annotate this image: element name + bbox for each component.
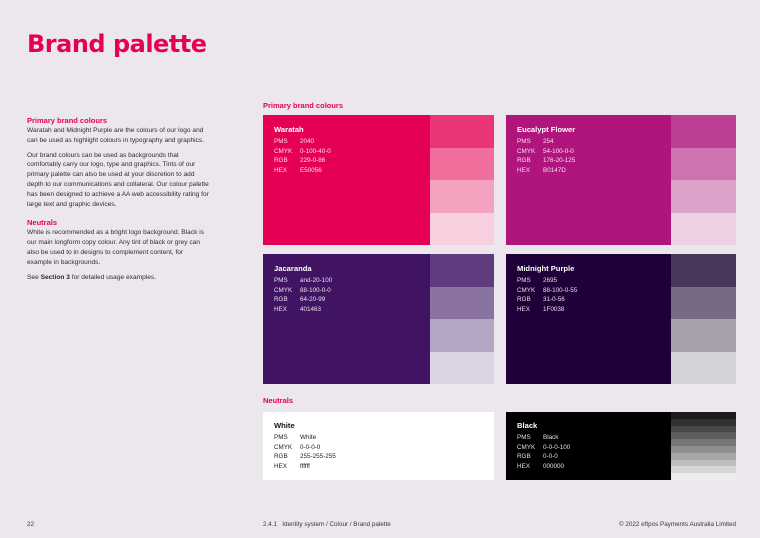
primary-colours-label: Primary brand colours <box>263 101 344 110</box>
brand-colours-paragraph: Our brand colours can be used as backgrounds that comfortably carry our logo, type and graphics. Tints of our primary palette can also be used at your discretion to add depth to our communications and collateral. Our colour palette has been designed to achieve a AA web accessibility rating for large text and graphic devices. <box>27 151 209 208</box>
pms-value: Black <box>543 434 559 441</box>
page-number: 22 <box>27 521 35 528</box>
tint-swatch <box>671 466 736 473</box>
swatch-eucalypt-flower <box>506 115 736 245</box>
colour-name: Midnight Purple <box>517 264 575 273</box>
swatch-jacaranda <box>263 254 494 384</box>
tint-swatch <box>671 412 736 419</box>
tint-swatch <box>671 352 736 385</box>
tint-swatch <box>671 426 736 433</box>
colour-spec <box>274 264 332 314</box>
pms-value: and-20-100 <box>300 277 333 284</box>
footer-breadcrumb <box>263 521 391 528</box>
tint-swatch <box>671 419 736 426</box>
tint-column <box>671 115 736 245</box>
primary-colours-paragraph: Waratah and Midnight Purple are the colours of our logo and can be used as highlight colours in typography and graphics. <box>27 127 205 144</box>
tint-swatch <box>430 352 494 385</box>
hex-value: 1F0038 <box>543 305 565 313</box>
tint-swatch <box>430 287 494 320</box>
neutrals-heading: Neutrals <box>27 218 58 228</box>
tint-swatch <box>671 432 736 439</box>
pms-value: White <box>300 434 317 441</box>
tint-swatch <box>671 180 736 213</box>
tint-swatch <box>430 254 494 287</box>
rgb-value: 31-0-56 <box>543 296 565 304</box>
hex-key: HEX <box>274 166 287 174</box>
tint-column <box>671 254 736 384</box>
rgb-value: 64-20-99 <box>300 296 326 304</box>
hex-key: HEX <box>517 305 530 313</box>
hex-value: 000000 <box>543 462 565 470</box>
pms-key: PMS <box>517 277 531 284</box>
rgb-value: 229-0-86 <box>300 157 326 165</box>
tint-swatch <box>430 213 494 246</box>
hex-value: B0147D <box>543 166 566 174</box>
cmyk-key: CMYK <box>274 147 293 155</box>
tint-swatch <box>671 473 736 480</box>
hex-value: 401463 <box>300 305 322 313</box>
hex-value: E50056 <box>300 166 322 174</box>
tint-swatch <box>671 213 736 246</box>
cmyk-value: 0-0-0-0 <box>300 443 321 451</box>
hex-key: HEX <box>517 462 530 470</box>
rgb-key: RGB <box>274 296 288 304</box>
section-reference-text <box>27 273 209 283</box>
tint-swatch <box>671 446 736 453</box>
colour-spec <box>274 421 336 471</box>
rgb-key: RGB <box>517 157 531 165</box>
tint-swatch <box>671 254 736 287</box>
cmyk-key: CMYK <box>517 286 536 294</box>
hex-value: ffffff <box>300 462 310 470</box>
colour-name: Eucalypt Flower <box>517 125 576 134</box>
rgb-key: RGB <box>517 296 531 304</box>
tint-column <box>430 115 494 245</box>
primary-colours-heading: Primary brand colours <box>27 116 108 125</box>
section-link: Section 3 <box>40 273 70 281</box>
tint-swatch <box>671 148 736 181</box>
tint-swatch <box>671 453 736 460</box>
rgb-value: 0-0-0 <box>543 453 558 461</box>
page-title: Brand palette <box>27 30 207 58</box>
tint-swatch <box>671 439 736 446</box>
hex-key: HEX <box>274 462 287 470</box>
copyright: © 2022 eftpos Payments Australia Limited <box>619 521 736 528</box>
swatch-midnight-purple <box>506 254 736 384</box>
pms-key: PMS <box>274 434 288 441</box>
cmyk-key: CMYK <box>517 147 536 155</box>
hex-key: HEX <box>517 166 530 174</box>
pms-key: PMS <box>274 277 288 284</box>
tint-swatch <box>671 287 736 320</box>
tint-column <box>430 254 494 384</box>
colour-name: Black <box>517 421 538 430</box>
cmyk-value: 88-100-0-0 <box>300 286 331 294</box>
neutrals-label: Neutrals <box>263 396 294 405</box>
colour-spec <box>517 125 575 175</box>
colour-spec <box>274 125 331 175</box>
breadcrumb: Identity system / Colour / Brand palette <box>282 521 391 528</box>
colour-name: White <box>274 421 295 430</box>
neutrals-paragraph: White is recommended as a bright logo background. Black is our main longform copy colour. Any tint of black or grey can also be used to in designs to complement content, for example in backgrounds. <box>27 229 205 266</box>
colour-spec <box>517 264 577 314</box>
swatch-black <box>506 412 736 480</box>
swatch-waratah <box>263 115 494 245</box>
pms-value: 254 <box>543 138 554 145</box>
tint-swatch <box>430 180 494 213</box>
cmyk-value: 0-0-0-100 <box>543 443 571 451</box>
tint-column <box>671 412 736 480</box>
cmyk-value: 88-100-0-55 <box>543 286 578 294</box>
hex-key: HEX <box>274 305 287 313</box>
tint-swatch <box>671 319 736 352</box>
rgb-key: RGB <box>517 453 531 461</box>
cmyk-value: 54-100-0-0 <box>543 147 574 155</box>
intro-text-column <box>27 116 209 282</box>
see-prefix: See <box>27 273 41 281</box>
cmyk-key: CMYK <box>517 443 536 451</box>
tint-swatch <box>671 115 736 148</box>
rgb-value: 255-255-255 <box>300 453 336 461</box>
colour-spec <box>517 421 570 471</box>
rgb-key: RGB <box>274 453 288 461</box>
rgb-key: RGB <box>274 157 288 165</box>
tint-swatch <box>430 148 494 181</box>
see-suffix: for detailed usage examples. <box>69 273 157 281</box>
tint-swatch <box>430 115 494 148</box>
pms-value: 2695 <box>543 277 558 284</box>
cmyk-key: CMYK <box>274 286 293 294</box>
cmyk-value: 0-100-40-0 <box>300 147 331 155</box>
pms-key: PMS <box>517 434 531 441</box>
cmyk-key: CMYK <box>274 443 293 451</box>
colour-name: Waratah <box>274 125 304 134</box>
pms-key: PMS <box>517 138 531 145</box>
tint-swatch <box>430 319 494 352</box>
tint-swatch <box>671 460 736 467</box>
pms-value: 2040 <box>300 138 315 145</box>
colour-name: Jacaranda <box>274 264 312 273</box>
pms-key: PMS <box>274 138 288 145</box>
rgb-value: 176-20-125 <box>543 157 576 165</box>
section-number: 2.4.1 <box>263 521 278 528</box>
swatch-white <box>263 412 494 480</box>
